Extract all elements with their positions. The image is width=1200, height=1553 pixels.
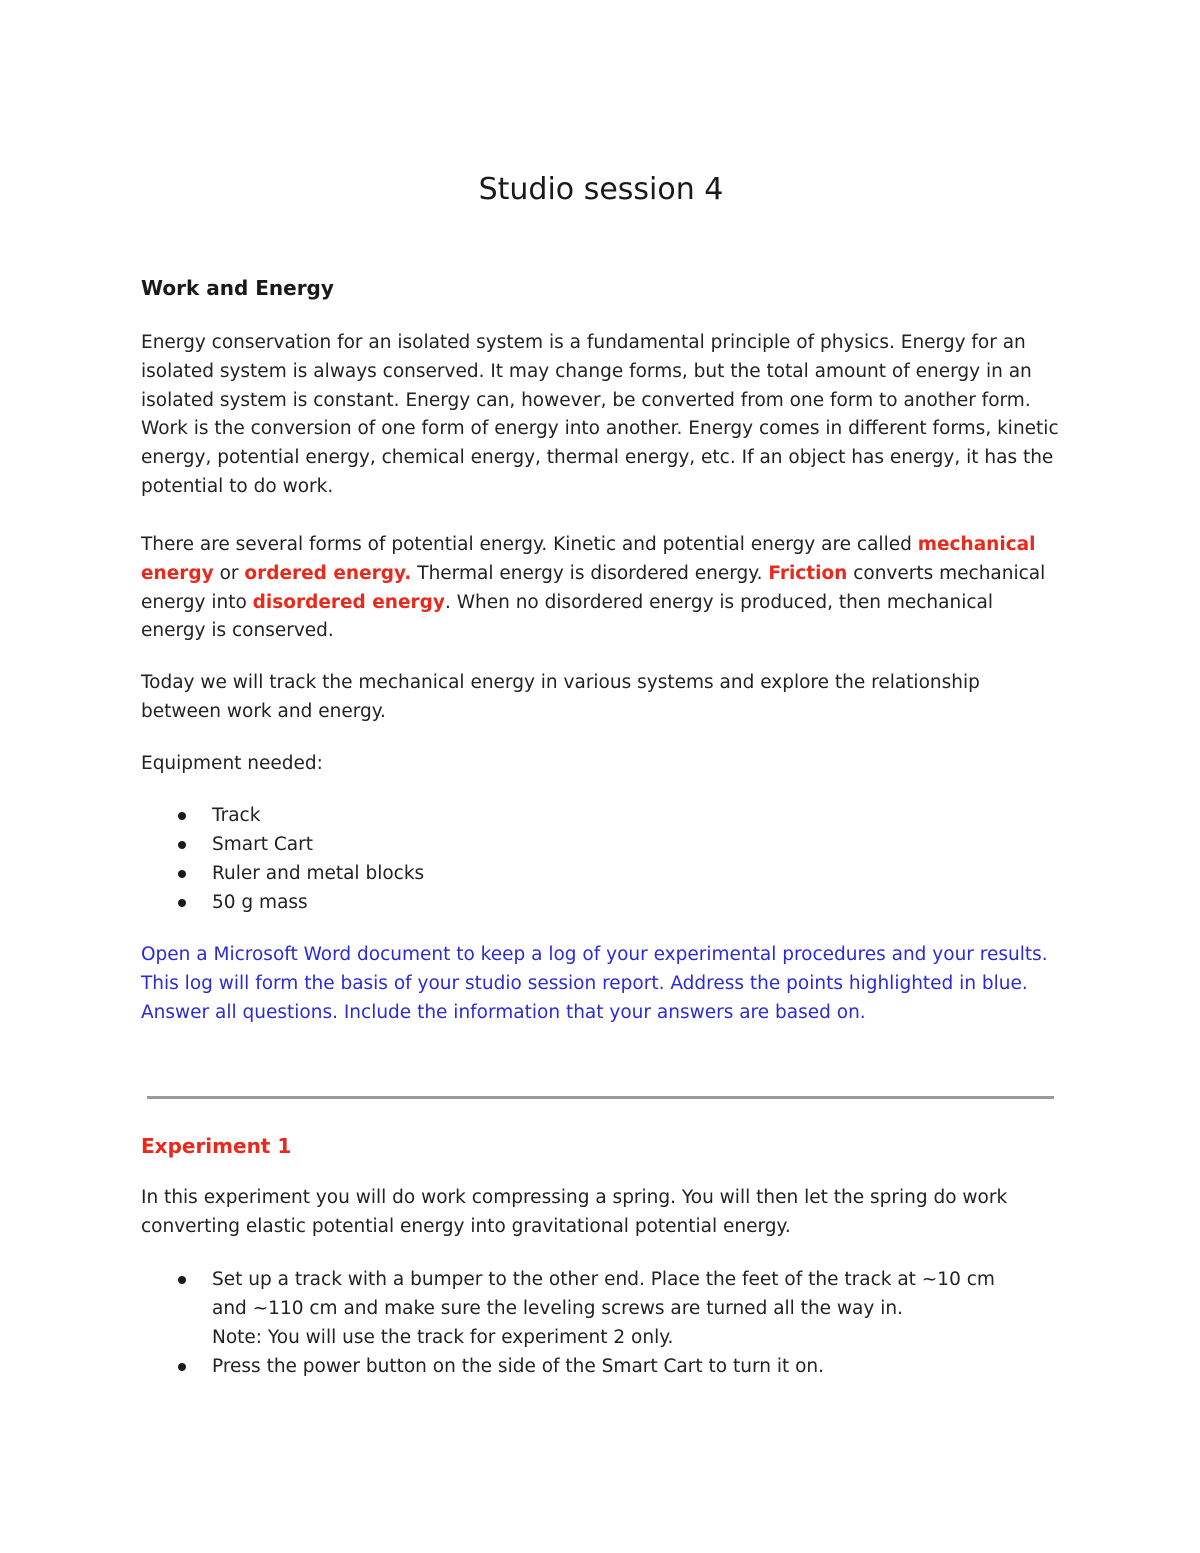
experiment-steps-list [141, 1265, 995, 1381]
highlight-friction: Friction [768, 562, 848, 584]
bullet-icon [178, 899, 186, 907]
text-span: . When no disordered energy is produced, then mechanical energy is conserved. [141, 591, 993, 642]
step-line: Press the power button on the side of the Smart Cart to turn it on. [212, 1356, 825, 1377]
potential-energy-paragraph [141, 531, 1061, 646]
equipment-label: Equipment needed: [141, 753, 323, 774]
bullet-icon [178, 812, 186, 820]
equipment-item: Ruler and metal blocks [212, 863, 425, 884]
text-span: or [213, 562, 245, 584]
bullet-icon [178, 1276, 186, 1284]
section-heading-work-energy: Work and Energy [141, 276, 334, 300]
step-line: and ~110 cm and make sure the leveling screws are turned all the way in. [212, 1298, 903, 1319]
equipment-item: 50 g mass [212, 892, 308, 913]
section-divider [147, 1096, 1054, 1099]
text-span: converts mechanical energy into [141, 562, 1046, 613]
highlight-disordered-energy: disordered energy [252, 591, 445, 613]
bullet-icon [178, 870, 186, 878]
equipment-item: Track [212, 805, 261, 826]
equipment-item: Smart Cart [212, 834, 313, 855]
list-item [141, 859, 424, 888]
step-note: Note: You will use the track for experiment 2 only. [212, 1327, 674, 1348]
text-span: There are several forms of potential energy. Kinetic and potential energy are called [141, 534, 918, 555]
list-item [141, 1352, 995, 1381]
experiment-1-heading: Experiment 1 [141, 1134, 292, 1158]
step-line: Set up a track with a bumper to the other end. Place the feet of the track at ~10 cm [212, 1269, 995, 1290]
list-item [141, 801, 424, 830]
equipment-list [141, 801, 424, 917]
page-title: Studio session 4 [478, 172, 724, 207]
text-span: Thermal energy is disordered energy. [411, 562, 769, 584]
highlight-ordered-energy: ordered energy. [244, 562, 412, 584]
experiment-1-intro: In this experiment you will do work compressing a spring. You will then let the spring do work converting elastic potential energy into gravitational potential energy. [141, 1187, 1008, 1237]
intro-paragraph: Energy conservation for an isolated system is a fundamental principle of physics. Energy for an isolated system is always conserved. It may change forms, but the total amount of energy in an isolated system is constant. Energy can, however, be converted from one form to another form. Work is the conversion of one form of energy into another. Energy comes in different forms, kinetic energy, potential energy, chemical energy, thermal energy, etc. If an object has energy, it has the potential to do work. [141, 332, 1059, 497]
list-item [141, 830, 424, 859]
list-item [141, 888, 424, 917]
bullet-icon [178, 841, 186, 849]
today-paragraph: Today we will track the mechanical energy in various systems and explore the relationship between work and energy. [141, 672, 980, 722]
list-item [141, 1265, 995, 1352]
highlight-mechanical-energy: mechanical energy [141, 534, 1036, 584]
instructions-paragraph: Open a Microsoft Word document to keep a log of your experimental procedures and your results. This log will form the basis of your studio session report. Address the points highlighted in blue. Answer all questions. Include the information that your answers are based on. [141, 944, 1048, 1023]
bullet-icon [178, 1363, 186, 1371]
